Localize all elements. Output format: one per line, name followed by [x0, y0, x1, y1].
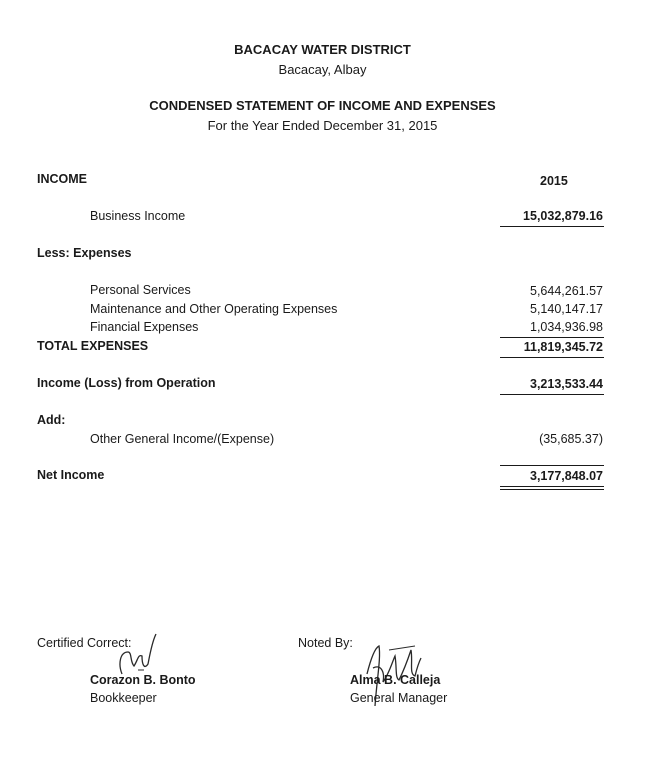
expense-value-personal-services: 5,644,261.57 [530, 284, 603, 298]
business-income-label: Business Income [90, 209, 186, 223]
net-income-double-underline-1 [500, 486, 604, 487]
business-income-value: 15,032,879.16 [523, 209, 603, 223]
year-column-header: 2015 [540, 174, 568, 188]
bookkeeper-title: Bookkeeper [90, 691, 157, 705]
expense-label-financial: Financial Expenses [90, 320, 199, 334]
operation-income-value: 3,213,533.44 [530, 377, 603, 391]
org-name: BACACAY WATER DISTRICT [234, 42, 411, 57]
statement-title: CONDENSED STATEMENT OF INCOME AND EXPENSES [149, 98, 496, 113]
other-income-label: Other General Income/(Expense) [90, 432, 275, 446]
net-income-label: Net Income [37, 468, 105, 482]
total-expenses-value: 11,819,345.72 [523, 340, 603, 354]
net-income-top-rule [500, 465, 604, 466]
expenses-subtotal-rule [500, 337, 604, 338]
less-expenses-heading: Less: Expenses [37, 246, 132, 260]
total-expenses-label: TOTAL EXPENSES [37, 339, 149, 353]
org-location: Bacacay, Albay [278, 62, 367, 77]
income-heading: INCOME [37, 172, 87, 186]
expense-value-mooe: 5,140,147.17 [530, 302, 603, 316]
noted-by-label: Noted By: [298, 636, 353, 650]
statement-period: For the Year Ended December 31, 2015 [207, 118, 438, 133]
bookkeeper-name: Corazon B. Bonto [90, 673, 196, 687]
general-manager-title: General Manager [350, 691, 448, 705]
total-expenses-underline [500, 357, 604, 358]
expense-label-personal-services: Personal Services [90, 283, 191, 297]
certified-correct-label: Certified Correct: [37, 636, 132, 650]
net-income-double-underline-2 [500, 489, 604, 490]
operation-income-label: Income (Loss) from Operation [37, 376, 216, 390]
expense-value-financial: 1,034,936.98 [530, 320, 603, 334]
add-heading: Add: [37, 413, 66, 427]
business-income-underline [500, 226, 604, 227]
other-income-value: (35,685.37) [539, 432, 603, 446]
net-income-value: 3,177,848.07 [530, 469, 603, 483]
general-manager-name: Alma B. Calleja [350, 673, 441, 687]
expense-label-mooe: Maintenance and Other Operating Expenses [90, 302, 338, 316]
operation-income-underline [500, 394, 604, 395]
